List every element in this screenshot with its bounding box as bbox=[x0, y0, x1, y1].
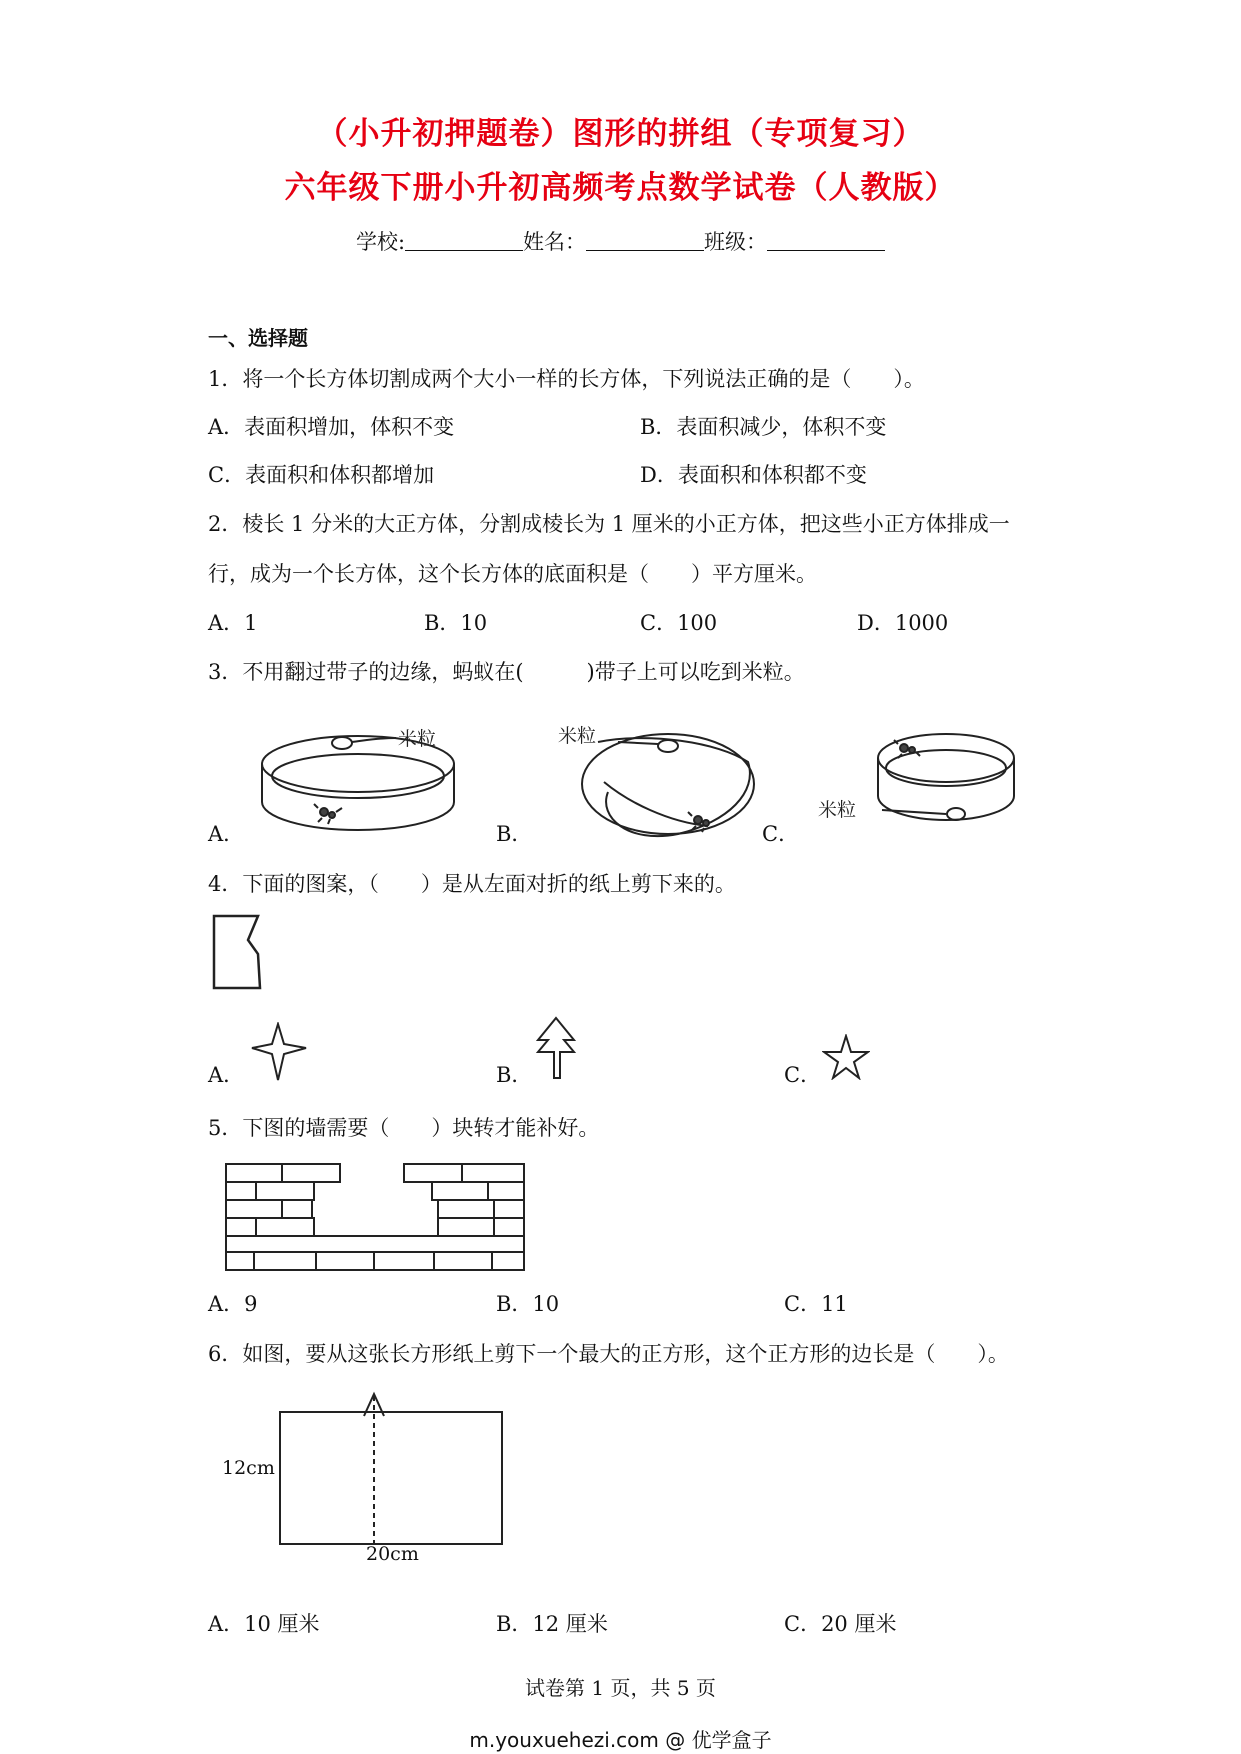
q1-option-b: B．表面积减少，体积不变 bbox=[640, 415, 887, 439]
q6-option-b: B．12 厘米 bbox=[496, 1612, 608, 1636]
class-label: 班级： bbox=[704, 230, 768, 254]
q2-option-b: B．10 bbox=[424, 611, 488, 635]
q3-option-a: A． bbox=[208, 822, 245, 846]
q5-stem: 5．下图的墙需要（ ）块转才能补好。 bbox=[208, 1116, 600, 1140]
name-label: 姓名： bbox=[523, 230, 587, 254]
q5-option-c: C．11 bbox=[784, 1292, 848, 1316]
section-title: 一、选择题 bbox=[208, 326, 308, 350]
tree-arrow-icon bbox=[534, 1016, 578, 1080]
q1-option-c: C．表面积和体积都增加 bbox=[208, 463, 435, 487]
width-label: 20cm bbox=[366, 1543, 419, 1565]
q1-stem: 1．将一个长方体切割成两个大小一样的长方体，下列说法正确的是（ ）。 bbox=[208, 367, 925, 391]
rice-label-b: 米粒 bbox=[558, 725, 597, 747]
q1-option-d: D．表面积和体积都不变 bbox=[640, 463, 867, 487]
rice-label-c: 米粒 bbox=[818, 799, 857, 821]
q6-stem: 6．如图，要从这张长方形纸上剪下一个最大的正方形，这个正方形的边长是（ ）。 bbox=[208, 1342, 1009, 1366]
school-label: 学校: bbox=[355, 230, 406, 254]
q2-stem-line2: 行，成为一个长方体，这个长方体的底面积是（ ）平方厘米。 bbox=[208, 562, 817, 586]
five-point-star-icon bbox=[822, 1034, 870, 1080]
q3-option-c: C． bbox=[762, 822, 800, 846]
q2-option-d: D．1000 bbox=[857, 611, 949, 635]
q3-option-b: B． bbox=[496, 822, 533, 846]
q5-option-a: A．9 bbox=[208, 1292, 258, 1316]
q2-stem-line1: 2．棱长 1 分米的大正方体，分割成棱长为 1 厘米的小正方体，把这些小正方体排成一 bbox=[208, 512, 1010, 536]
four-point-star-icon bbox=[250, 1022, 310, 1082]
q4-option-b: B． bbox=[496, 1063, 533, 1087]
ring-figure-c bbox=[818, 728, 1018, 848]
page-number: 试卷第 1 页，共 5 页 bbox=[525, 1676, 716, 1700]
q2-option-a: A．1 bbox=[208, 611, 258, 635]
school-blank bbox=[405, 230, 523, 251]
q3-stem: 3．不用翻过带子的边缘，蚂蚁在( )带子上可以吃到米粒。 bbox=[208, 660, 805, 684]
rectangle-paper-figure bbox=[220, 1388, 510, 1578]
rice-label-a: 米粒 bbox=[398, 728, 437, 750]
q2-option-c: C．100 bbox=[640, 611, 718, 635]
name-blank bbox=[586, 230, 704, 251]
q5-option-b: B．10 bbox=[496, 1292, 560, 1316]
student-info bbox=[0, 226, 1241, 256]
brick-wall-figure bbox=[224, 1162, 526, 1272]
q6-option-a: A．10 厘米 bbox=[208, 1612, 320, 1636]
watermark-link[interactable]: m.youxuehezi.com @ 优学盒子 bbox=[469, 1728, 772, 1752]
folded-paper-shape bbox=[212, 914, 262, 990]
q6-option-c: C．20 厘米 bbox=[784, 1612, 897, 1636]
q4-option-c: C． bbox=[784, 1063, 822, 1087]
mobius-figure-b bbox=[558, 722, 758, 847]
ring-figure-a bbox=[258, 720, 468, 845]
q1-option-a: A．表面积增加，体积不变 bbox=[208, 415, 455, 439]
height-label: 12cm bbox=[222, 1457, 275, 1479]
exam-subtitle: 六年级下册小升初高频考点数学试卷（人教版） bbox=[284, 170, 957, 206]
q4-stem: 4．下面的图案，（ ）是从左面对折的纸上剪下来的。 bbox=[208, 872, 736, 896]
exam-title: （小升初押题卷）图形的拼组（专项复习） bbox=[316, 116, 925, 152]
q4-option-a: A． bbox=[208, 1063, 245, 1087]
class-blank bbox=[767, 230, 885, 251]
